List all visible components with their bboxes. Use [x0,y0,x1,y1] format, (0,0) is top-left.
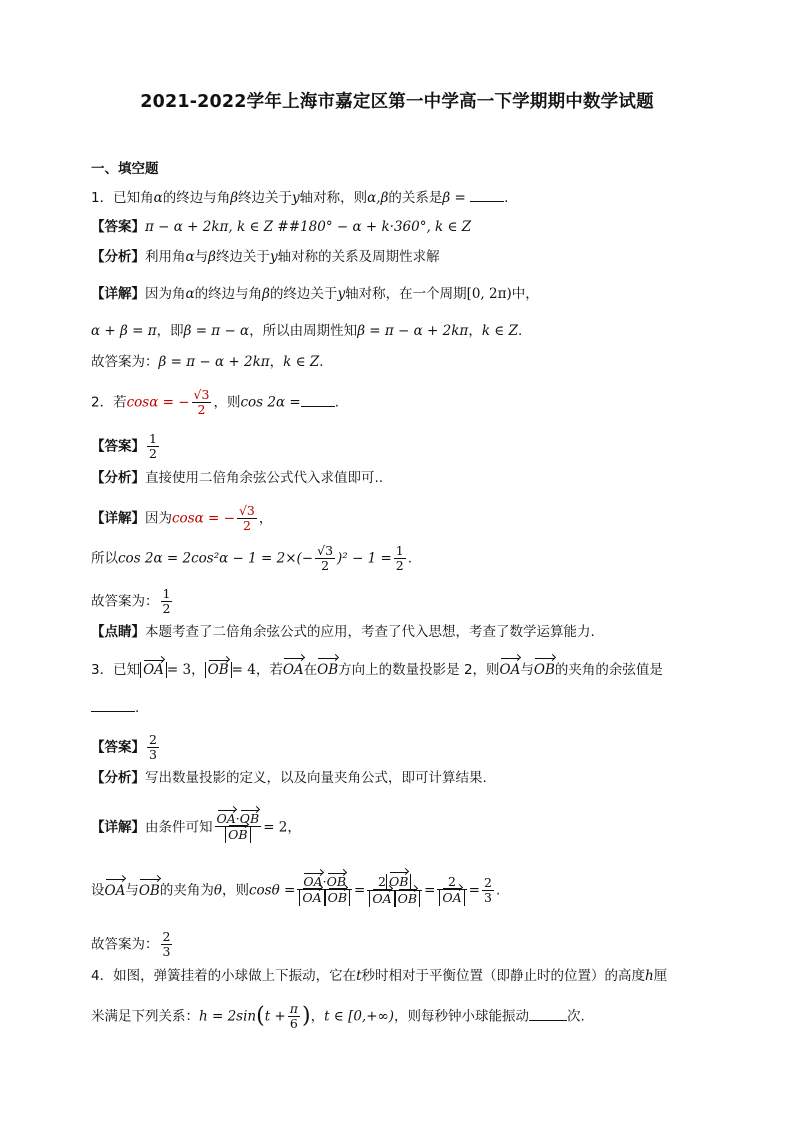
q1-detail-line2: α + β = π，即β = π − α，所以由周期性知β = π − α + 2kπ，k ∈ Z. [91,323,523,339]
q4-stem: 4．如图，弹簧挂着的小球做上下振动，它在t秒时相对于平衡位置（即静止时的位置）的高度h厘 [91,968,668,984]
q2-stem: 2．若cosα = − $\frac{√3}{2}$ ，则cos 2α = . [91,387,339,417]
q2-detail: 【详解】因为cosα = − $\frac{√3}{2}$ ， [91,503,273,533]
q2-analysis: 【分析】直接使用二倍角余弦公式代入求值即可.. [91,470,384,486]
q2-comment: 【点睛】本题考查了二倍角余弦公式的应用，考查了代入思想，考查了数学运算能力. [91,624,595,640]
q1-answer: 【答案】π − α + 2kπ, k ∈ Z ##180° − α + k·360°, k ∈ Z [91,219,472,235]
q2-final: 故答案为： $\frac{1}{2}$ [91,586,171,616]
q3-answer: 【答案】 $\frac{2}{3}$ [91,732,157,762]
q3-cos-formula: 设OA与OB的夹角为θ，则cosθ = $\frac{OA\cdot OB}{\text{OA OB}}$ = $\frac{2 OB}{\text{OA OB}}$ = $\frac{2}{OA}$ = $\frac{2}{3}$ . [91,874,501,906]
q1-detail: 【详解】因为角α的终边与角β的终边关于y轴对称，在一个周期[0, 2π)中， [91,286,539,302]
section-heading: 一、填空题 [91,161,159,177]
q3-final: 故答案为： $\frac{2}{3}$ [91,929,171,959]
q2-calc: 所以cos 2α = 2cos²α − 1 = 2×(− $\frac{√3}{2}$ )² − 1 = $\frac{1}{2}$ . [91,543,413,573]
page-title: 2021-2022学年上海市嘉定区第一中学高一下学期期中数学试题 [140,92,654,112]
q3-blank: . [91,698,139,718]
q1-analysis: 【分析】利用角α与β终边关于y轴对称的关系及周期性求解 [91,249,440,265]
q4-formula: 米满足下列关系：h = 2sin(t + $\frac{\pi}{6}$ )，t ∈ [0,+∞)，则每秒钟小球能振动 次. [91,1001,585,1031]
q1-stem: 1．已知角α的终边与角β终边关于y轴对称，则α,β的关系是β = . [91,190,509,206]
q3-analysis: 【分析】写出数量投影的定义，以及向量夹角公式，即可计算结果. [91,770,487,786]
q3-stem: 3．已知 OA = 3， OB = 4，若OA在OB方向上的数量投影是 2，则OA与OB的夹角的余弦值是 [91,662,663,678]
q1-final: 故答案为：β = π − α + 2kπ，k ∈ Z. [91,354,324,370]
q3-detail: 【详解】由条件可知 $\frac{OA\cdot OB}{OB}$ = 2， [91,811,301,842]
q2-answer: 【答案】 $\frac{1}{2}$ [91,431,157,461]
